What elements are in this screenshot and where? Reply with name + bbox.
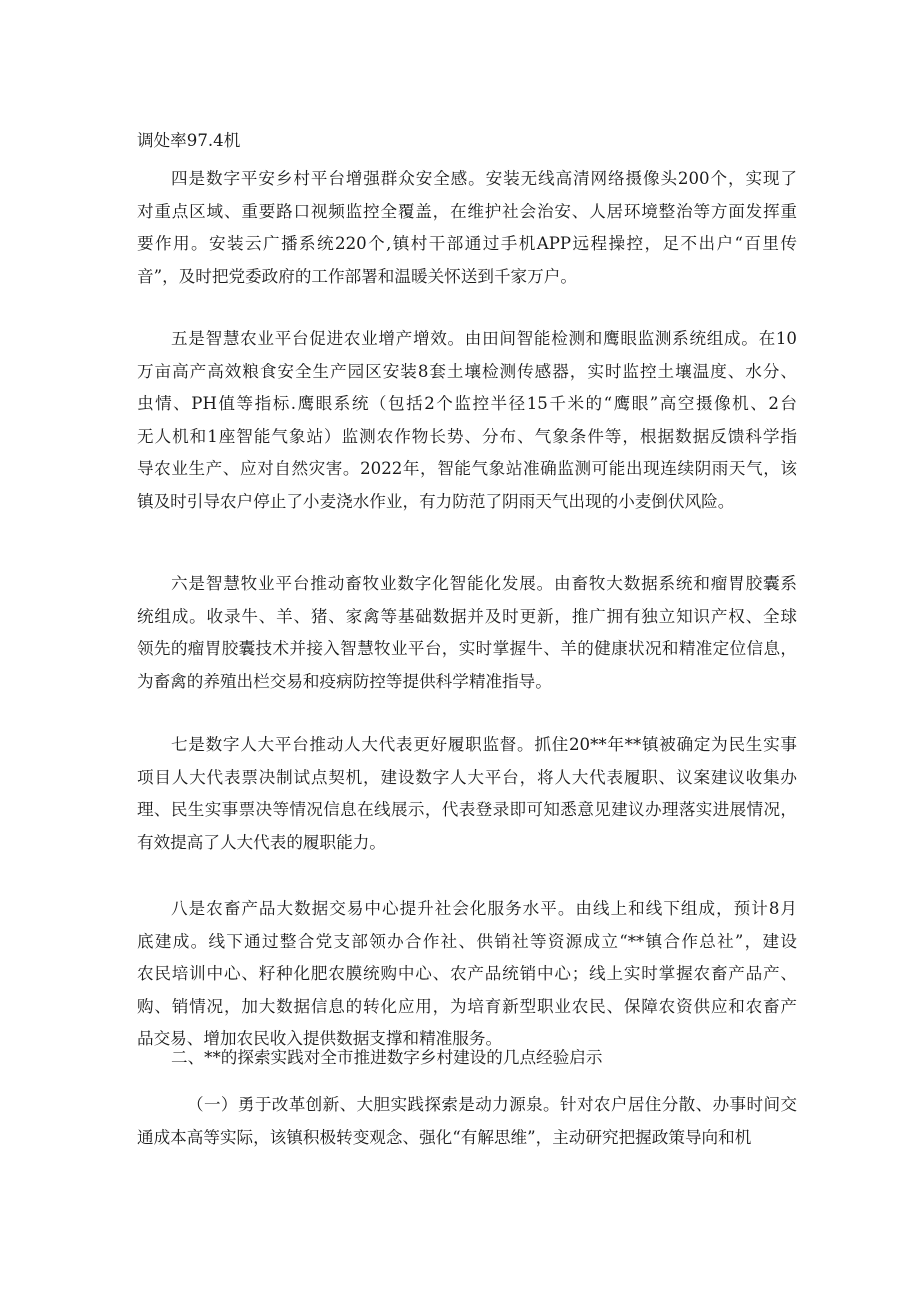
text-line: 领先的瘤胃胶囊技术并接入智慧牧业平台，实时掌握牛、羊的健康状况和精准定位信息， [137,639,797,658]
text-line: 虫情、PH值等指标.鹰眼系统（包括2个监控半径15千米的“鹰眼”高空摄像机、2台 [137,394,797,413]
paragraph-3 [137,568,797,698]
paragraph-5 [137,893,797,1056]
paragraph-0 [137,125,797,158]
text-line: 七是数字人大平台推动人大代表更好履职监督。抓住20**年**镇被确定为民生实事 [171,735,797,754]
paragraph-2 [137,323,797,518]
text-line: 统组成。收录牛、羊、猪、家禽等基础数据并及时更新，推广拥有独立知识产权、全球 [137,606,797,626]
text-line: 通成本高等实际，该镇积极转变观念、强化“有解思维”，主动研究把握政策导向和机 [137,1127,752,1147]
text-line: 对重点区域、重要路口视频监控全覆盖，在维护社会治安、人居环境整治等方面发挥重 [137,201,797,221]
text-line: 项目人大代表票决制试点契机，建设数字人大平台，将人大代表履职、议案建议收集办 [137,767,797,787]
text-line: 镇及时引导农户停止了小麦浇水作业，有力防范了阴雨天气出现的小麦倒伏风险。 [137,491,735,511]
paragraph-6 [137,1089,797,1154]
paragraph-4 [137,729,797,859]
text-line: 要作用。安装云广播系统220个,镇村干部通过手机APP远程操控，足不出户“百里传 [137,234,797,253]
heading-line: 二、**的探索实践对全市推进数字乡村建设的几点经验启示 [171,1048,603,1067]
text-line: 导农业生产、应对自然灾害。2022年，智能气象站准确监测可能出现连续阴雨天气，该 [137,459,797,478]
text-line: 为畜禽的养殖出栏交易和疫病防控等提供科学精准指导。 [137,671,552,691]
text-line: 五是智慧农业平台促进农业增产增效。由田间智能检测和鹰眼监测系统组成。在10 [171,329,797,348]
text-line: 购、销情况，加大数据信息的转化应用，为培育新型职业农民、保障农资供应和农畜产 [137,996,797,1016]
text-line: 品交易、增加农民收入提供数据支撑和精准服务。 [137,1029,503,1048]
text-line: 八是农畜产品大数据交易中心提升社会化服务水平。由线上和线下组成，预计8月 [171,899,797,918]
text-line: 万亩高产高效粮食安全生产园区安装8套土壤检测传感器，实时监控土壤温度、水分、 [137,361,797,381]
text-line: 音”，及时把党委政府的工作部署和温暖关怀送到千家万户。 [137,266,577,286]
section-heading [137,1042,797,1075]
paragraph-1 [137,163,797,293]
text-line: 六是智慧牧业平台推动畜牧业数字化智能化发展。由畜牧大数据系统和瘤胃胶囊系 [171,574,797,593]
text-line: 理、民生实事票决等情况信息在线展示，代表登录即可知悉意见建议办理落实进展情况， [137,800,797,819]
text-line: 有效提高了人大代表的履职能力。 [137,832,386,852]
text-line: 无人机和1座智能气象站）监测农作物长势、分布、气象条件等，根据数据反馈科学指 [137,426,797,446]
text-line: （一）勇于改革创新、大胆实践探索是动力源泉。针对农户居住分散、办事时间交 [187,1095,797,1114]
text-line: 底建成。线下通过整合党支部领办合作社、供销社等资源成立“**镇合作总社”，建设 [137,931,797,951]
text-line: 农民培训中心、籽种化肥农膜统购中心、农产品统销中心；线上实时掌握农畜产品产、 [137,964,797,983]
text-line: 四是数字平安乡村平台增强群众安全感。安装无线高清网络摄像头200个，实现了 [171,169,797,188]
text-line: 调处率97.4机 [137,131,241,150]
